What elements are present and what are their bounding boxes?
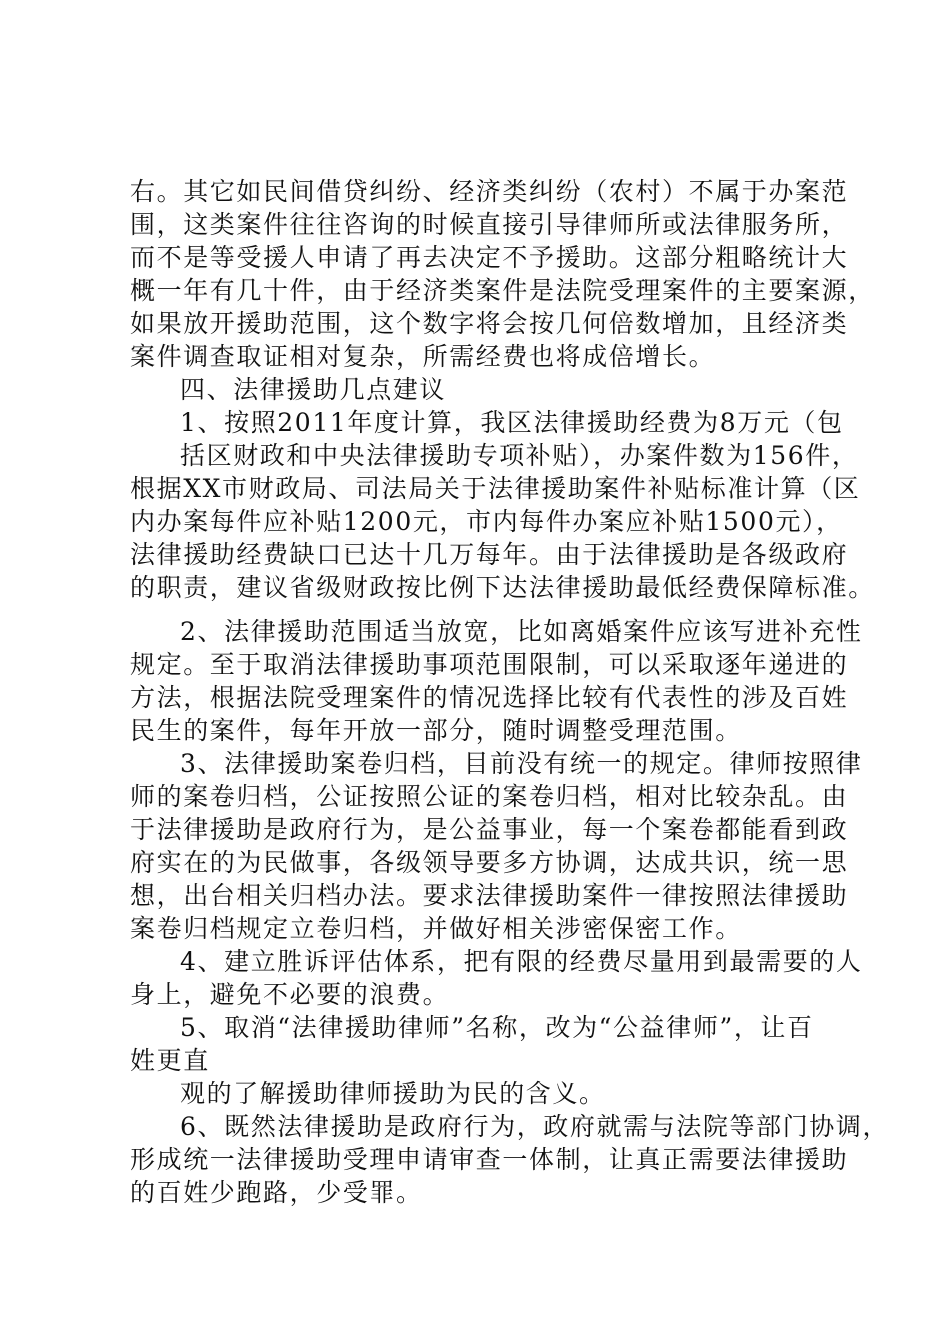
text-line: 于法律援助是政府行为，是公益事业，每一个案卷都能看到政 [130,815,849,844]
text-line: 6、既然法律援助是政府行为，政府就需与法院等部门协调， [180,1112,890,1141]
text-line: 围，这类案件往往咨询的时候直接引导律师所或法律服务所， [130,210,849,239]
text-line: 5、取消“法律援助律师”名称，改为“公益律师”，让百 [180,1013,814,1042]
section-heading: 四、法律援助几点建议 [180,375,447,404]
text-line: 括区财政和中央法律援助专项补贴），办案件数为156件， [180,441,859,470]
text-line: 1、按照2011年度计算，我区法律援助经费为8万元（包 [180,408,844,437]
text-line: 规定。至于取消法律援助事项范围限制，可以采取逐年递进的 [130,650,849,679]
text-line: 观的了解援助律师援助为民的含义。 [180,1079,606,1108]
text-line: 想，出台相关归档办法。要求法律援助案件一律按照法律援助 [130,881,849,910]
text-line: 2、法律援助范围适当放宽，比如离婚案件应该写进补充性 [180,617,863,646]
text-line: 府实在的为民做事，各级领导要多方协调，达成共识，统一思 [130,848,849,877]
text-line: 根据XX市财政局、司法局关于法律援助案件补贴标准计算（区 [130,474,861,503]
text-line: 师的案卷归档，公证按照公证的案卷归档，相对比较杂乱。由 [130,782,849,811]
text-line: 3、法律援助案卷归档，目前没有统一的规定。律师按照律 [180,749,863,778]
text-line: 方法，根据法院受理案件的情况选择比较有代表性的涉及百姓 [130,683,849,712]
text-line: 的职责，建议省级财政按比例下达法律援助最低经费保障标准。 [130,573,875,602]
text-line: 4、建立胜诉评估体系，把有限的经费尽量用到最需要的人 [180,947,863,976]
text-line: 案卷归档规定立卷归档，并做好相关涉密保密工作。 [130,914,742,943]
text-line: 概一年有几十件，由于经济类案件是法院受理案件的主要案源， [130,276,875,305]
text-line: 姓更直 [130,1046,210,1075]
text-line: 形成统一法律援助受理申请审查一体制，让真正需要法律援助 [130,1145,849,1174]
text-line: 案件调查取证相对复杂，所需经费也将成倍增长。 [130,342,716,371]
text-line: 右。其它如民间借贷纠纷、经济类纠纷（农村）不属于办案范 [130,177,849,206]
text-line: 身上，避免不必要的浪费。 [130,980,450,1009]
text-line: 而不是等受援人申请了再去决定不予援助。这部分粗略统计大 [130,243,849,272]
text-line: 的百姓少跑路，少受罪。 [130,1178,423,1207]
text-line: 民生的案件，每年开放一部分，随时调整受理范围。 [130,716,742,745]
text-line: 内办案每件应补贴1200元，市内每件办案应补贴1500元）， [130,507,843,536]
text-line: 如果放开援助范围，这个数字将会按几何倍数增加，且经济类 [130,309,849,338]
text-line: 法律援助经费缺口已达十几万每年。由于法律援助是各级政府 [130,540,849,569]
